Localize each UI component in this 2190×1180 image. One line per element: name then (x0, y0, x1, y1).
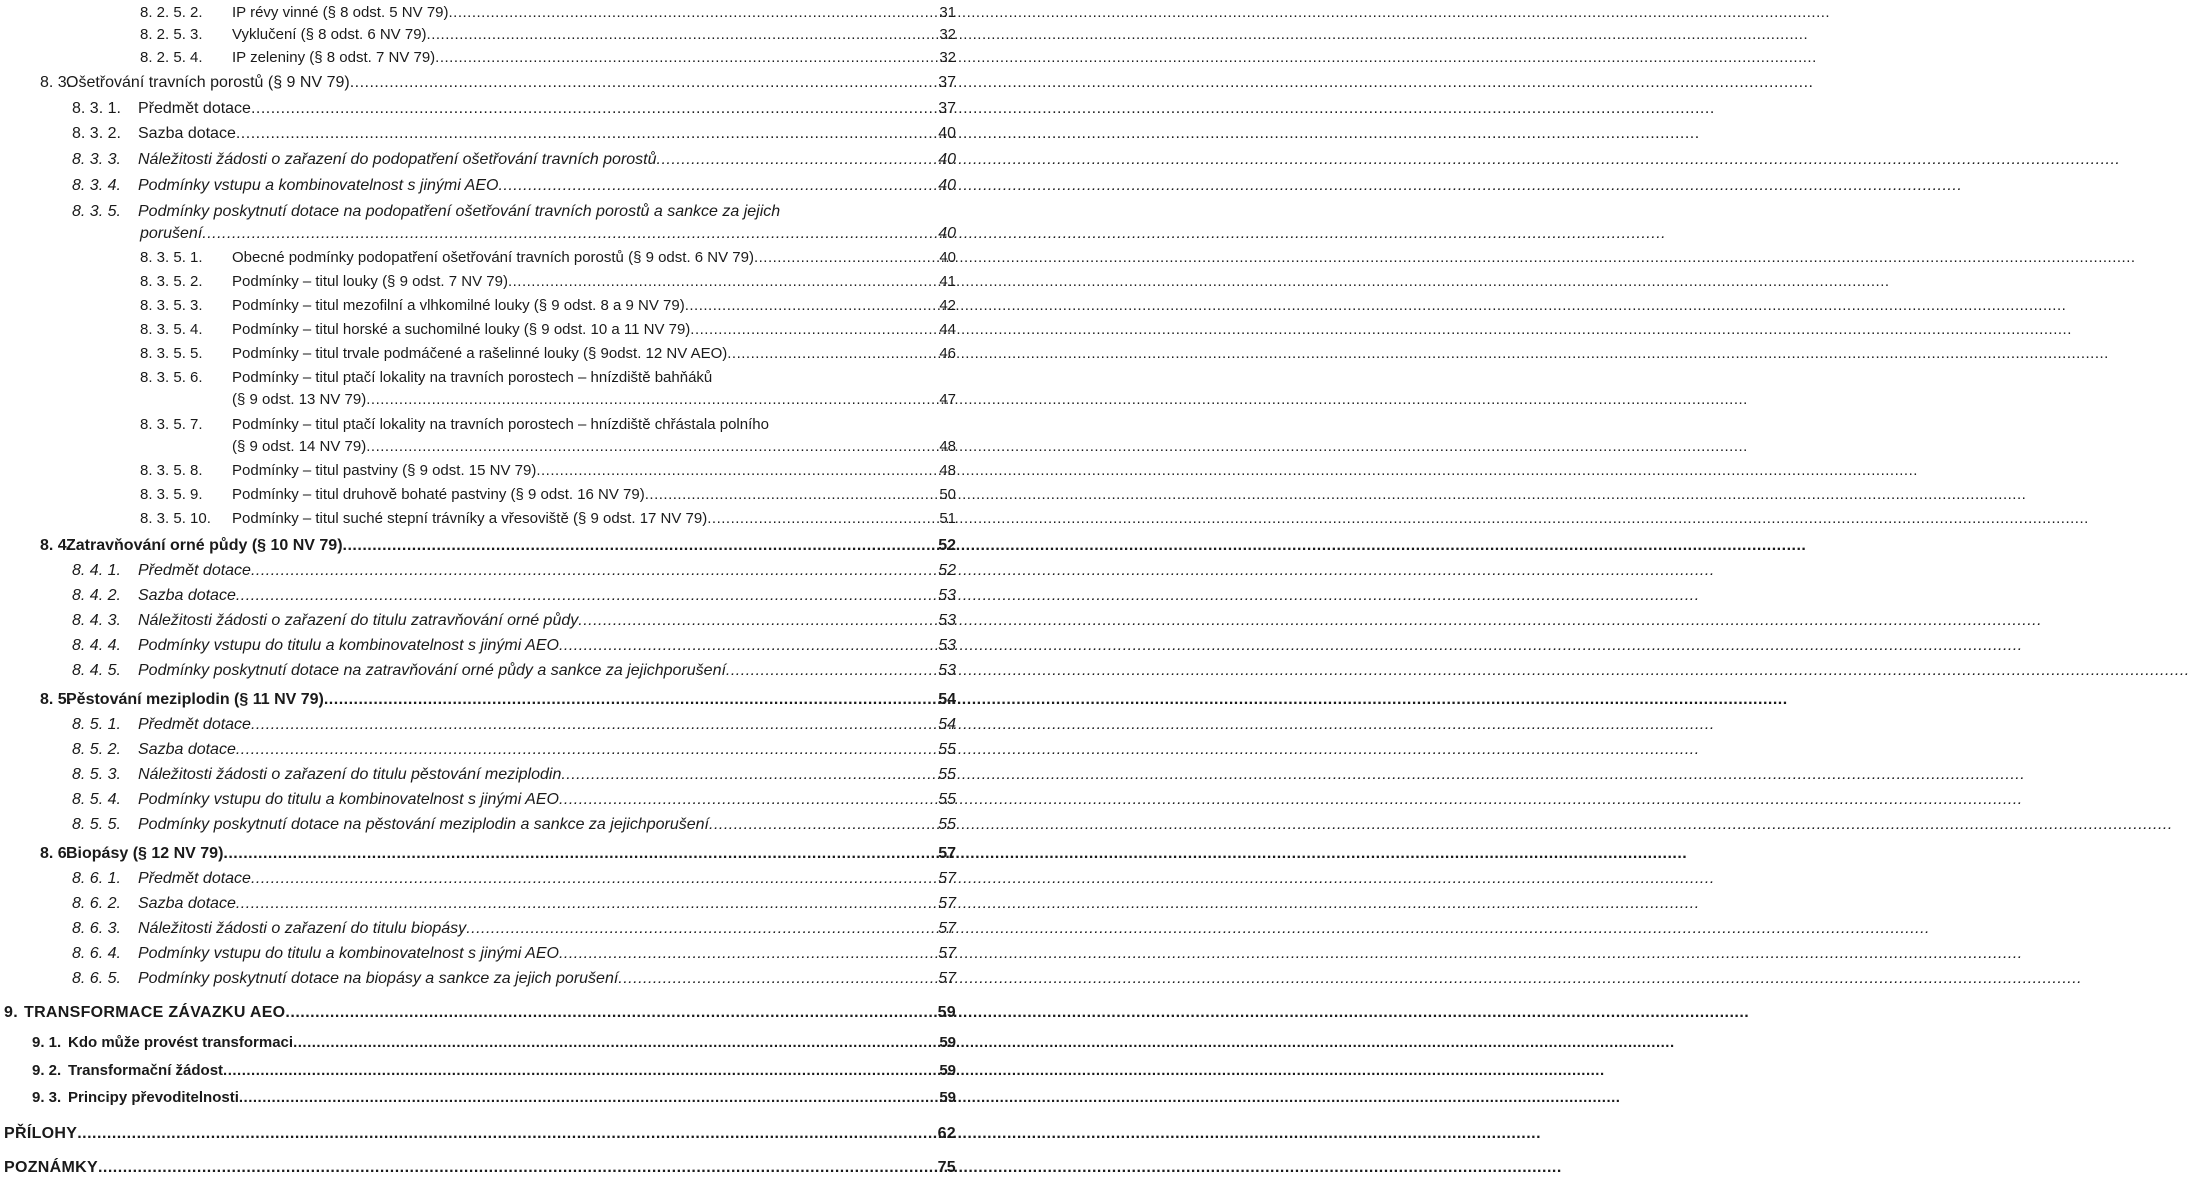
toc-page-number: 47 (939, 390, 956, 408)
toc-page-number: 32 (939, 48, 956, 66)
toc-page-number: 75 (937, 1159, 956, 1176)
toc-number: 9. 3. (32, 1088, 62, 1106)
toc-entry[interactable] (72, 715, 956, 735)
toc-page-number: 48 (939, 437, 956, 455)
toc-entry[interactable] (40, 73, 956, 93)
toc-entry[interactable] (32, 1061, 956, 1080)
toc-entry[interactable] (140, 344, 956, 363)
toc-entry[interactable] (72, 124, 956, 144)
toc-page-number: 55 (938, 791, 956, 808)
toc-number: 8. 6. 5. (72, 970, 121, 987)
toc-number: 8. 6. 4. (72, 945, 121, 962)
toc-entry[interactable] (232, 390, 956, 409)
toc-page-number: 59 (939, 1061, 956, 1079)
toc-leader-dots (508, 272, 937, 291)
toc-leader-dots (754, 248, 937, 267)
toc-title: Náležitosti žádosti o zařazení do podopatření ošetřování travních porostů (138, 151, 657, 168)
toc-number: 8. 6. 3. (72, 920, 121, 937)
table-of-contents (0, 0, 960, 1180)
toc-page-number: 37 (938, 74, 956, 91)
toc-title: Sazba dotace (138, 125, 236, 142)
toc-title: Podmínky vstupu do titulu a kombinovatelnost s jinými AEO (138, 945, 559, 962)
toc-leader-dots (618, 969, 936, 989)
toc-leader-dots (685, 296, 938, 315)
toc-title: Předmět dotace (138, 562, 251, 579)
toc-entry-first-line (140, 368, 956, 387)
toc-number: 8. 6. 2. (72, 895, 121, 912)
toc-entry-first-line (72, 202, 956, 222)
toc-leader-dots (559, 790, 936, 810)
toc-number: 8. 4. 2. (72, 587, 121, 604)
toc-title: Principy převoditelnosti (68, 1088, 239, 1106)
toc-leader-dots (449, 3, 938, 22)
toc-entry[interactable] (32, 1088, 956, 1107)
toc-entry[interactable] (72, 99, 956, 119)
toc-title: Podmínky poskytnutí dotace na biopásy a sankce za jejich porušení (138, 970, 619, 987)
toc-leader-dots (645, 485, 938, 504)
toc-title: IP révy vinné (§ 8 odst. 5 NV 79) (232, 3, 449, 21)
toc-entry[interactable] (140, 485, 956, 504)
toc-page-number: 53 (938, 637, 956, 654)
toc-number: 8. 3. 1. (72, 100, 121, 117)
toc-title: Sazba dotace (138, 895, 236, 912)
toc-title-continuation: porušení (140, 225, 203, 242)
toc-number: 8. 3. 5. 8. (140, 461, 203, 479)
toc-number: 8. 4. 4. (72, 637, 121, 654)
toc-number: 8. 3. 5. 6. (140, 368, 203, 386)
toc-number: 8. 3. (40, 74, 72, 91)
toc-page-number: 57 (938, 945, 956, 962)
toc-leader-dots (657, 150, 937, 170)
toc-leader-dots (239, 1088, 937, 1107)
toc-number: 8. 6. (40, 845, 72, 862)
toc-title: Podmínky – titul louky (§ 9 odst. 7 NV 79) (232, 272, 508, 290)
toc-number: 8. 3. 5. 7. (140, 415, 203, 433)
toc-entry[interactable] (40, 536, 956, 556)
toc-number: 8. 3. 2. (72, 125, 121, 142)
toc-page-number: 41 (939, 272, 956, 290)
toc-entry[interactable] (72, 790, 956, 810)
toc-page-number: 59 (939, 1088, 956, 1106)
toc-page-number: 54 (938, 691, 956, 708)
toc-page-number: 31 (939, 3, 956, 21)
toc-page-number: 59 (937, 1004, 956, 1021)
toc-leader-dots (236, 124, 936, 144)
toc-title: Zatravňování orné půdy (§ 10 NV 79) (66, 537, 343, 554)
toc-number: 8. 6. 1. (72, 870, 121, 887)
toc-title: Předmět dotace (138, 870, 251, 887)
toc-entry[interactable] (4, 1158, 956, 1178)
toc-number: 8. 5. 3. (72, 766, 121, 783)
toc-page-number: 40 (939, 248, 956, 266)
toc-entry[interactable] (140, 224, 956, 244)
toc-entry[interactable] (140, 48, 956, 67)
toc-entry[interactable] (72, 944, 956, 964)
toc-entry[interactable] (140, 461, 956, 480)
toc-page-number: 40 (938, 151, 956, 168)
toc-entry[interactable] (72, 894, 956, 914)
toc-title: Náležitosti žádosti o zařazení do titulu zatravňování orné půdy (138, 612, 579, 629)
toc-entry[interactable] (72, 176, 956, 196)
toc-leader-dots (350, 73, 937, 93)
toc-entry[interactable] (140, 272, 956, 291)
toc-leader-dots (223, 1061, 937, 1080)
toc-entry[interactable] (72, 150, 956, 170)
toc-leader-dots (466, 919, 936, 939)
toc-entry[interactable] (72, 969, 956, 989)
toc-entry[interactable] (72, 661, 956, 681)
toc-title: Vyklučení (§ 8 odst. 6 NV 79) (232, 25, 427, 43)
toc-page-number: 52 (938, 562, 956, 579)
toc-number: 8. 4. 1. (72, 562, 121, 579)
toc-page-number: 40 (938, 125, 956, 142)
toc-entry-first-line (140, 415, 956, 434)
toc-leader-dots (559, 944, 936, 964)
toc-leader-dots (202, 224, 936, 244)
toc-page-number: 52 (938, 537, 956, 554)
toc-page-number: 57 (938, 920, 956, 937)
toc-entry[interactable] (72, 611, 956, 631)
toc-leader-dots (251, 99, 936, 119)
toc-number: 8. 4. 3. (72, 612, 121, 629)
toc-number: 8. 2. 5. 3. (140, 25, 203, 43)
toc-page-number: 57 (938, 845, 956, 862)
toc-entry[interactable] (4, 1124, 956, 1144)
toc-title: Sazba dotace (138, 587, 236, 604)
toc-number: 8. 3. 5. 5. (140, 344, 203, 362)
toc-leader-dots (536, 461, 937, 480)
toc-leader-dots (561, 765, 936, 785)
toc-entry[interactable] (40, 690, 956, 710)
toc-entry[interactable] (4, 1003, 956, 1023)
toc-leader-dots (324, 690, 936, 710)
toc-number: 9. (4, 1004, 18, 1021)
toc-leader-dots (285, 1003, 935, 1023)
toc-page-number: 42 (939, 296, 956, 314)
toc-leader-dots (707, 509, 937, 528)
toc-page-number: 48 (939, 461, 956, 479)
toc-number: 8. 5. 2. (72, 741, 121, 758)
toc-entry[interactable] (72, 869, 956, 889)
toc-page-number: 46 (939, 344, 956, 362)
toc-leader-dots (251, 715, 936, 735)
toc-page-number: 32 (939, 25, 956, 43)
toc-page-number: 44 (939, 320, 956, 338)
toc-page-number: 57 (938, 970, 956, 987)
toc-page-number: 53 (938, 662, 956, 679)
toc-number: 8. 5. 4. (72, 791, 121, 808)
toc-title: Pěstování meziplodin (§ 11 NV 79) (66, 691, 324, 708)
toc-number: 8. 5. 1. (72, 716, 121, 733)
toc-entry[interactable] (72, 561, 956, 581)
toc-leader-dots (77, 1124, 935, 1144)
toc-page-number: 50 (939, 485, 956, 503)
toc-title: Podmínky vstupu a kombinovatelnost s jinými AEO (138, 177, 499, 194)
toc-entry[interactable] (232, 437, 956, 456)
toc-title: Podmínky vstupu do titulu a kombinovatelnost s jinými AEO (138, 637, 559, 654)
toc-leader-dots (690, 320, 937, 339)
toc-leader-dots (343, 536, 937, 556)
toc-page-number: 55 (938, 741, 956, 758)
toc-title: Podmínky – titul ptačí lokality na travních porostech – hnízdiště chřástala polního (232, 415, 769, 433)
toc-number: 8. 3. 5. 4. (140, 320, 203, 338)
toc-leader-dots (559, 636, 936, 656)
toc-number: 8. 4. 5. (72, 662, 121, 679)
toc-leader-dots (435, 48, 937, 67)
toc-entry[interactable] (140, 296, 956, 315)
toc-number: 8. 3. 5. (72, 203, 121, 220)
toc-page-number: 53 (938, 612, 956, 629)
toc-title: POZNÁMKY (4, 1159, 98, 1176)
toc-number: 8. 4. (40, 537, 72, 554)
toc-leader-dots (726, 661, 936, 681)
toc-leader-dots (498, 176, 936, 196)
toc-leader-dots (366, 390, 937, 409)
toc-entry[interactable] (72, 919, 956, 939)
toc-leader-dots (236, 740, 936, 760)
toc-title: Podmínky – titul horské a suchomilné louky (§ 9 odst. 10 a 11 NV 79) (232, 320, 691, 338)
toc-entry[interactable] (140, 248, 956, 267)
toc-title: Podmínky poskytnutí dotace na zatravňování orné půdy a sankce za jejichporušení (138, 662, 726, 679)
toc-title: Biopásy (§ 12 NV 79) (66, 845, 224, 862)
toc-page-number: 59 (939, 1033, 956, 1051)
toc-number: 8. 3. 5. 1. (140, 248, 203, 266)
toc-leader-dots (366, 437, 937, 456)
toc-entry[interactable] (140, 320, 956, 339)
toc-title: Podmínky – titul pastviny (§ 9 odst. 15 NV 79) (232, 461, 537, 479)
toc-title: Podmínky – titul druhově bohaté pastviny (§ 9 odst. 16 NV 79) (232, 485, 645, 503)
toc-leader-dots (251, 561, 936, 581)
toc-leader-dots (251, 869, 936, 889)
toc-title: Sazba dotace (138, 741, 236, 758)
toc-leader-dots (578, 611, 936, 631)
toc-page-number: 40 (938, 225, 956, 242)
toc-page-number: 57 (938, 870, 956, 887)
toc-title: Podmínky poskytnutí dotace na pěstování meziplodin a sankce za jejichporušení (138, 816, 709, 833)
toc-title: Obecné podmínky podopatření ošetřování travních porostů (§ 9 odst. 6 NV 79) (232, 248, 754, 266)
toc-entry[interactable] (32, 1033, 956, 1052)
toc-number: 9. 2. (32, 1061, 62, 1079)
toc-title: Náležitosti žádosti o zařazení do titulu biopásy (138, 920, 467, 937)
toc-number: 8. 3. 5. 10. (140, 509, 211, 527)
toc-title: Předmět dotace (138, 100, 251, 117)
toc-leader-dots (293, 1033, 937, 1052)
toc-leader-dots (98, 1158, 936, 1178)
toc-page-number: 40 (938, 177, 956, 194)
toc-title: Předmět dotace (138, 716, 251, 733)
toc-title: Podmínky – titul mezofilní a vlhkomilné louky (§ 9 odst. 8 a 9 NV 79) (232, 296, 685, 314)
toc-title-continuation: (§ 9 odst. 14 NV 79) (232, 437, 367, 455)
toc-entry[interactable] (140, 509, 956, 528)
toc-leader-dots (223, 844, 936, 864)
toc-page-number: 53 (938, 587, 956, 604)
toc-entry[interactable] (140, 25, 956, 44)
toc-title: Podmínky – titul trvale podmáčené a rašelinné louky (§ 9odst. 12 NV AEO) (232, 344, 728, 362)
toc-title: Podmínky – titul ptačí lokality na travních porostech – hnízdiště bahňáků (232, 368, 713, 386)
toc-number: 8. 3. 4. (72, 177, 121, 194)
toc-entry[interactable] (40, 844, 956, 864)
toc-title: PŘÍLOHY (4, 1125, 78, 1142)
toc-entry[interactable] (72, 636, 956, 656)
toc-title: Transformační žádost (68, 1061, 224, 1079)
toc-number: 8. 3. 5. 9. (140, 485, 203, 503)
toc-page-number: 57 (938, 895, 956, 912)
toc-entry[interactable] (72, 586, 956, 606)
toc-entry[interactable] (72, 815, 956, 835)
toc-title: IP zeleniny (§ 8 odst. 7 NV 79) (232, 48, 436, 66)
toc-leader-dots (727, 344, 937, 363)
toc-entry[interactable] (140, 3, 956, 22)
toc-number: 8. 3. 5. 3. (140, 296, 203, 314)
toc-title: TRANSFORMACE ZÁVAZKU AEO (24, 1004, 286, 1021)
toc-title: Ošetřování travních porostů (§ 9 NV 79) (66, 74, 350, 91)
toc-leader-dots (236, 894, 936, 914)
toc-page-number: 55 (938, 766, 956, 783)
toc-number: 9. 1. (32, 1033, 62, 1051)
toc-page-number: 62 (937, 1125, 956, 1142)
toc-number: 8. 2. 5. 4. (140, 48, 203, 66)
toc-page-number: 51 (939, 509, 956, 527)
toc-page-number: 37 (938, 100, 956, 117)
toc-leader-dots (709, 815, 936, 835)
toc-title: Náležitosti žádosti o zařazení do titulu pěstování meziplodin (138, 766, 562, 783)
toc-title-continuation: (§ 9 odst. 13 NV 79) (232, 390, 367, 408)
toc-page-number: 54 (938, 716, 956, 733)
toc-entry[interactable] (72, 740, 956, 760)
toc-number: 8. 3. 5. 2. (140, 272, 203, 290)
toc-number: 8. 3. 3. (72, 151, 121, 168)
toc-number: 8. 5. 5. (72, 816, 121, 833)
toc-entry[interactable] (72, 765, 956, 785)
toc-title: Podmínky poskytnutí dotace na podopatření ošetřování travních porostů a sankce za jejich (138, 203, 781, 220)
toc-title: Podmínky vstupu do titulu a kombinovatelnost s jinými AEO (138, 791, 559, 808)
toc-page-number: 55 (938, 816, 956, 833)
toc-title: Podmínky – titul suché stepní trávníky a vřesoviště (§ 9 odst. 17 NV 79) (232, 509, 708, 527)
toc-number: 8. 5. (40, 691, 72, 708)
toc-title: Kdo může provést transformaci (68, 1033, 294, 1051)
toc-number: 8. 2. 5. 2. (140, 3, 203, 21)
toc-leader-dots (427, 25, 938, 44)
toc-leader-dots (236, 586, 936, 606)
